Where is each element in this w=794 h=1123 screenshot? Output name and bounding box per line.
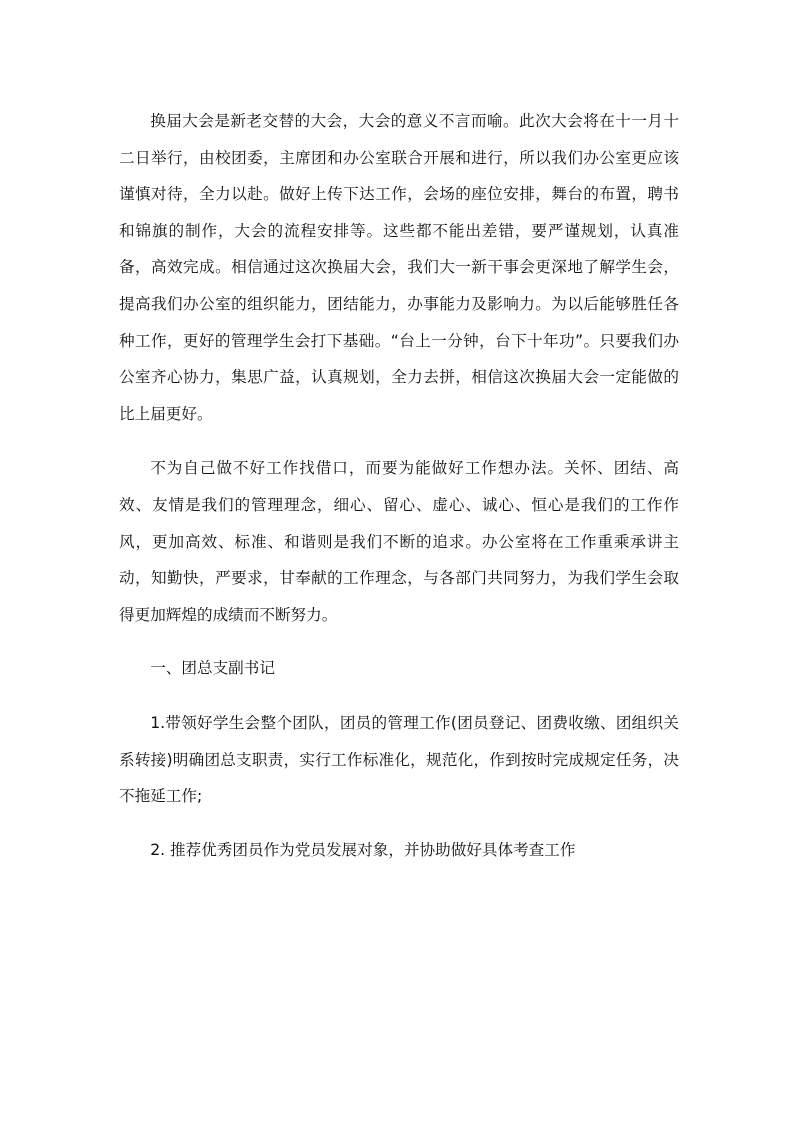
section-heading-deputy-secretary: 一、团总支副书记: [150, 659, 275, 678]
list-item-duty-1: 1.带领好学生会整个团队，团员的管理工作(团员登记、团费收缴、团组织关系转接)明确团总支职责，实行工作标准化，规范化，作到按时完成规定任务，决不拖延工作;: [119, 713, 679, 806]
paragraph-work-philosophy: 不为自己做不好工作找借口，而要为能做好工作想办法。关怀、团结、高效、友情是我们的管理理念，细心、留心、虚心、诚心、恒心是我们的工作作风，更加高效、标准、和谐则是我们不断的追求。办公室将在工作重乘承讲主动，知勤快，严要求，甘奉献的工作理念，与各部门共同努力，为我们学生会取得更加辉煌的成绩而不断努力。: [119, 459, 679, 624]
list-item-duty-2: 2. 推荐优秀团员作为党员发展对象，并协助做好具体考查工作: [150, 840, 576, 859]
document-body: [119, 103, 679, 868]
paragraph-election-meeting: 换届大会是新老交替的大会，大会的意义不言而喻。此次大会将在十一月十二日举行，由校团委，主席团和办公室联合开展和进行，所以我们办公室更应该谨慎对待，全力以赴。做好上传下达工作，会场的座位安排，舞台的布置，聘书和锦旗的制作，大会的流程安排等。这些都不能出差错，要严谨规划，认真准备，高效完成。相信通过这次换届大会，我们大一新干事会更深地了解学生会，提高我们办公室的组织能力，团结能力，办事能力及影响力。为以后能够胜任各种工作，更好的管理学生会打下基础。“台上一分钟，台下十年功”。只要我们办公室齐心协力，集思广益，认真规划，全力去拼，相信这次换届大会一定能做的比上届更好。: [119, 112, 679, 423]
